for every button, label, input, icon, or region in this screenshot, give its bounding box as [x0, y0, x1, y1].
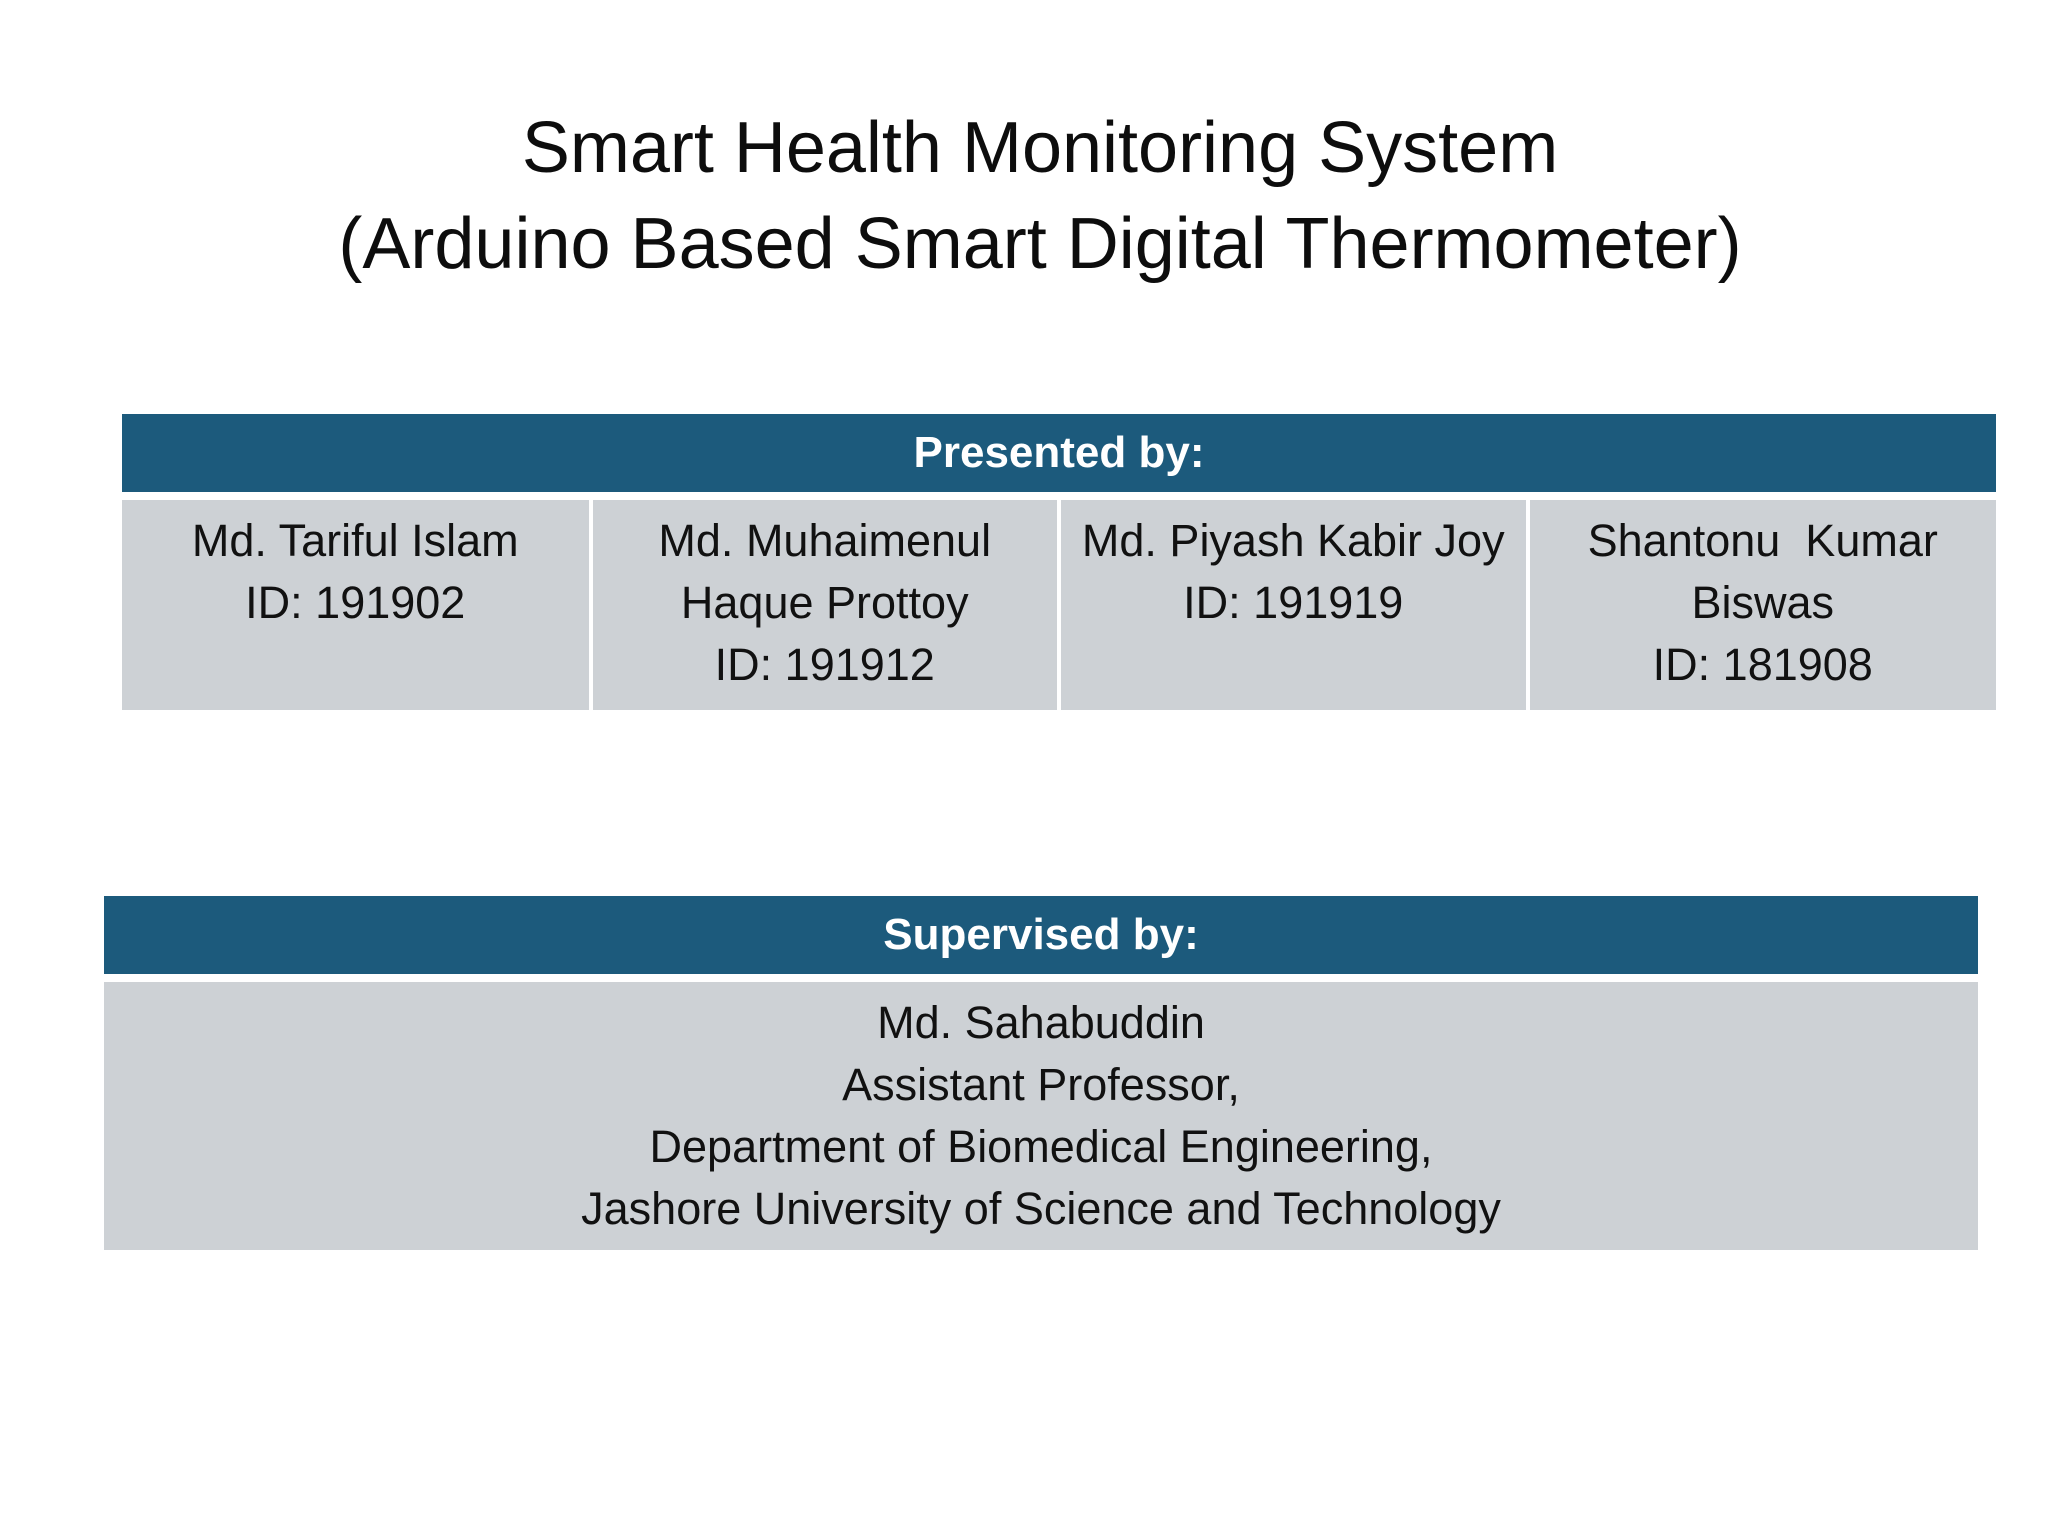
presenter-3-name: Md. Piyash Kabir Joy — [1081, 515, 1505, 566]
slide-title — [0, 100, 2048, 292]
supervisor-designation: Assistant Professor, — [842, 1059, 1240, 1110]
supervisor-name: Md. Sahabuddin — [877, 997, 1205, 1048]
presenter-4-id: ID: 181908 — [1652, 639, 1873, 690]
supervisor-header-row — [104, 896, 1978, 978]
presenters-header-row — [122, 414, 1996, 496]
supervisor-university: Jashore University of Science and Technology — [581, 1183, 1501, 1234]
presenter-4-name-line-2: Biswas — [1691, 577, 1835, 628]
presenter-2-name-line-2: Haque Prottoy — [680, 577, 969, 628]
presenter-2-name-line-1: Md. Muhaimenul — [658, 515, 992, 566]
presenter-1-id: ID: 191902 — [245, 577, 466, 628]
supervisor-row — [104, 978, 1978, 1250]
presenter-cell-4 — [1528, 496, 1997, 710]
presenter-cell-1 — [122, 496, 591, 710]
supervisor-table — [104, 896, 1978, 1250]
title-line-2: (Arduino Based Smart Digital Thermometer) — [338, 204, 1742, 284]
presenter-1-name: Md. Tariful Islam — [191, 515, 519, 566]
supervisor-department: Department of Biomedical Engineering, — [649, 1121, 1433, 1172]
presenters-table — [122, 414, 1996, 710]
presenter-cell-3 — [1059, 496, 1528, 710]
supervisor-cell — [104, 978, 1978, 1250]
presenter-cell-2 — [591, 496, 1060, 710]
supervised-by-header: Supervised by: — [104, 896, 1978, 978]
presenter-4-name-line-1: Shantonu Kumar — [1587, 515, 1938, 566]
presenter-3-id: ID: 191919 — [1183, 577, 1404, 628]
presenter-2-id: ID: 191912 — [714, 639, 935, 690]
title-line-1: Smart Health Monitoring System — [521, 108, 1559, 188]
presenters-row — [122, 496, 1996, 710]
presented-by-header: Presented by: — [122, 414, 1996, 496]
